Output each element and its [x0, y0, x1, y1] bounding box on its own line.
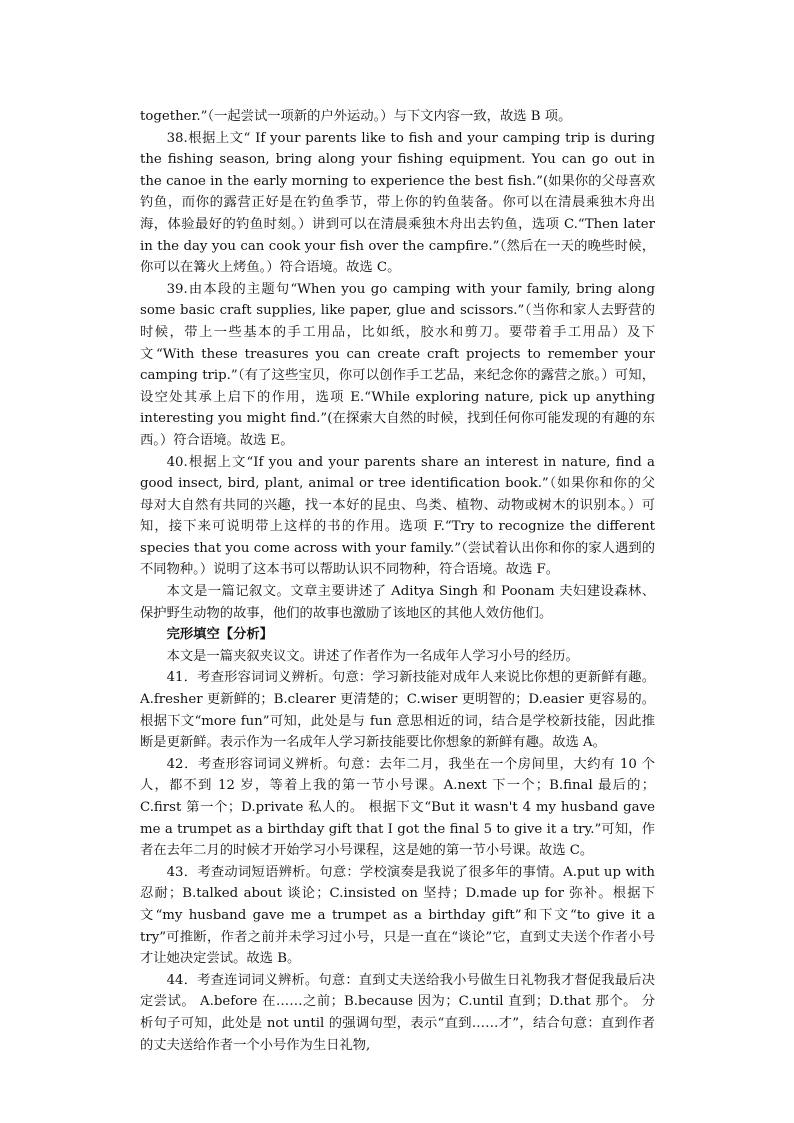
section-heading: 完形填空【分析】: [166, 627, 273, 643]
paragraph-q40: 40.根据上文“If you and your parents share an interest in nature, find a good insect, bird, plant, animal or tree identification book.”（如果你和你的父母对大自然有共同的兴趣，找一本好的昆虫、鸟类、植物、动物或树木的识别本。）可知，接下来可说明带上这样的书的作用。选项 F.“Try to recognize the different species that you come across with your family.”（尝试着认出你和你的家人遇到的不同物种。）说明了这本书可以帮助认识不同物种，符合语境。故选 F。: [140, 454, 655, 578]
paragraph-summary: 本文是一篇记叙文。文章主要讲述了 Aditya Singh 和 Poonam 夫妇建设森林、保护野生动物的故事，他们的故事也激励了该地区的其他人效仿他们。: [140, 584, 655, 621]
paragraph-q39: 39.由本段的主题句“When you go camping with your family, bring along some basic craft supplies, like paper, glue and scissors.”（当你和家人去野营的时候，带上一些基本的手工用品，比如纸，胶水和剪刀。要带着手工用品）及下文“With these treasures you can create craft projects to remember your camping trip.”（有了这些宝贝，你可以创作手工艺品，来纪念你的露营之旅。）可知，设空处其承上启下的作用，选项 E.“While exploring nature, pick up anything interesting you might find.”(在探索大自然的时候，找到任何你可能发现的有趣的东西。）符合语境。故选 E。: [140, 281, 655, 448]
paragraph-q42: 42．考查形容词词义辨析。句意：去年二月，我坐在一个房间里，大约有 10 个人，都不到 12 岁，等着上我的第一节小号课。A.next 下一个；B.final 最后的；C.first 第一个；D.private 私人的。 根据下文“But it wasn't 4 my husband gave me a trumpet as a birthday gift that I got the final 5 to give it a try.”可知，作者在去年二月的时候才开始学习小号课程，这是她的第一节小号课。故选 C。: [140, 756, 655, 859]
paragraph-q41: 41．考查形容词词义辨析。句意：学习新技能对成年人来说比你想的更新鲜有趣。A.fresher 更新鲜的；B.clearer 更清楚的；C.wiser 更明智的；D.easier 更容易的。根据下文“more fun”可知，此处是与 fun 意思相近的词，结合是学校新技能，因此推断是更新鲜。表示作为一名成年人学习新技能要比你想象的新鲜有趣。故选 A。: [140, 670, 655, 751]
paragraph-continuation: together.”（一起尝试一项新的户外运动。）与下文内容一致，故选 B 项。: [140, 109, 572, 124]
document-body: [140, 106, 655, 1056]
paragraph-cloze-summary: 本文是一篇夹叙夹议文。讲述了作者作为一名成年人学习小号的经历。: [166, 648, 579, 664]
paragraph-q44: 44．考查连词词义辨析。句意：直到丈夫送给我小号做生日礼物我才督促我最后决定尝试。 A.before 在……之前；B.because 因为；C.until 直到；D.that 那个。 分析句子可知，此处是 not until 的强调句型，表示“直到……才”，结合句意：直到作者的丈夫送给作者一个小号作为生日礼物,: [140, 972, 655, 1053]
paragraph-q43: 43．考查动词短语辨析。句意：学校演奏是我说了很多年的事情。A.put up with 忍耐；B.talked about 谈论；C.insisted on 坚持；D.made up for 弥补。根据下文“my husband gave me a trumpet as a birthday gift”和下文“to give it a try”可推断，作者之前并未学习过小号，只是一直在“谈论”它，直到丈夫送个作者小号才让她决定尝试。故选 B。: [140, 864, 655, 967]
paragraph-q38: 38.根据上文“ If your parents like to fish and your camping trip is during the fishing season, bring along your fishing equipment. You can go out in the canoe in the early morning to experience the best fish.”(如果你的父母喜欢钓鱼，而你的露营正好是在钓鱼季节，带上你的钓鱼装备。你可以在清晨乘独木舟出海，体验最好的钓鱼时刻。）讲到可以在清晨乘独木舟出去钓鱼，选项 C.“Then later in the day you can cook your fish over the campfire.”（然后在一天的晚些时候，你可以在篝火上烤鱼。）符合语境。故选 C。: [140, 130, 655, 276]
